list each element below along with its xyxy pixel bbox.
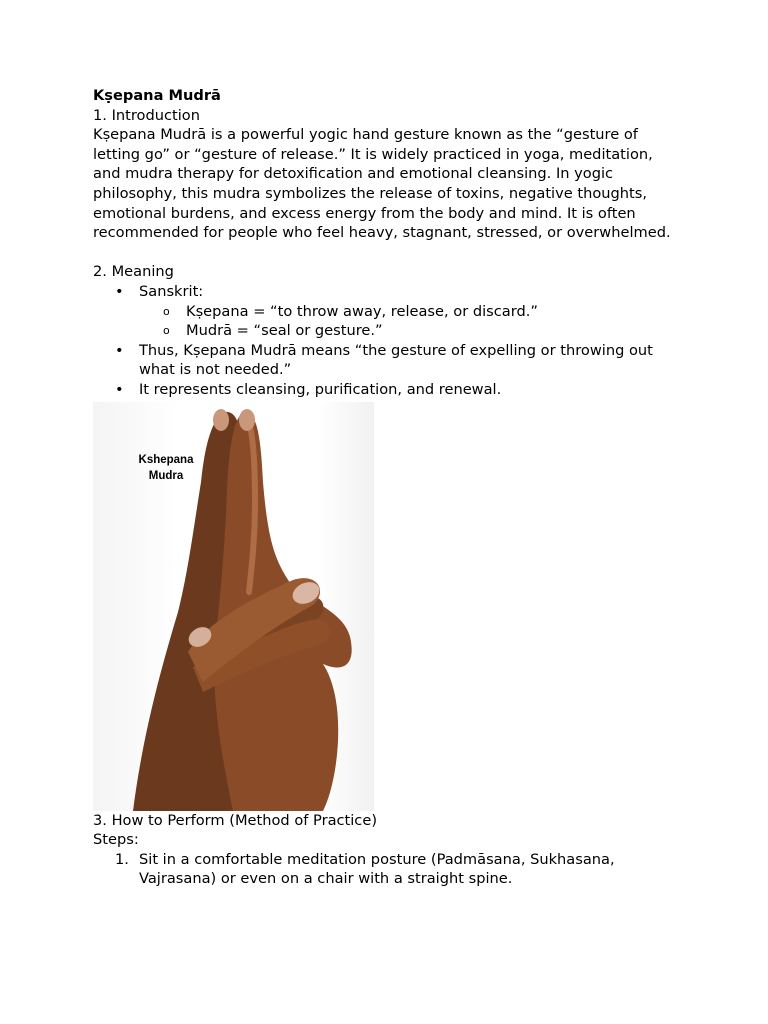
figure-caption-label (121, 452, 211, 484)
meaning-list (93, 282, 683, 400)
kshepana-mudra-image (93, 402, 374, 811)
introduction-heading: 1. Introduction (93, 106, 200, 124)
steps-label: Steps: (93, 831, 139, 849)
list-item-sanskrit (93, 282, 683, 341)
sanskrit-label: Sanskrit: (139, 282, 204, 300)
sublist-item: o Mudrā = “seal or gesture.” (93, 321, 683, 341)
figure-label-line1: Kshepana (138, 453, 194, 466)
document-title: Kṣepana Mudrā (93, 87, 221, 104)
meaning-heading: 2. Meaning (93, 263, 174, 281)
list-item-thus: • Thus, Kṣepana Mudrā means “the gesture of expelling or throwing out what is not needed.” (93, 341, 683, 380)
figure-label-line2: Mudra (148, 469, 184, 482)
perform-heading: 3. How to Perform (Method of Practice) (93, 811, 378, 829)
step-item (93, 850, 683, 889)
step-number: 1. (115, 850, 129, 868)
sublist-item: o Kṣepana = “to throw away, release, or discard.” (93, 302, 683, 322)
list-item-represents: • It represents cleansing, purification, and renewal. (93, 380, 683, 400)
steps-list (93, 850, 683, 889)
sanskrit-sublist (93, 302, 683, 341)
blank-line (93, 243, 683, 263)
step-text: Sit in a comfortable meditation posture (Padmāsana, Sukhasana, Vajrasana) or even on a chair with a straight spine. (139, 850, 615, 888)
document-page (93, 86, 683, 889)
introduction-paragraph: Kṣepana Mudrā is a powerful yogic hand gesture known as the “gesture of letting go” or “gesture of release.” It is widely practiced in yoga, meditation, and mudra therapy for detoxification and emotional cleansing. In yogic philosophy, this mudra symbolizes the release of toxins, negative thoughts, emotional burdens, and excess energy from the body and mind. It is often recommended for people who feel heavy, stagnant, stressed, or overwhelmed. (93, 126, 671, 242)
